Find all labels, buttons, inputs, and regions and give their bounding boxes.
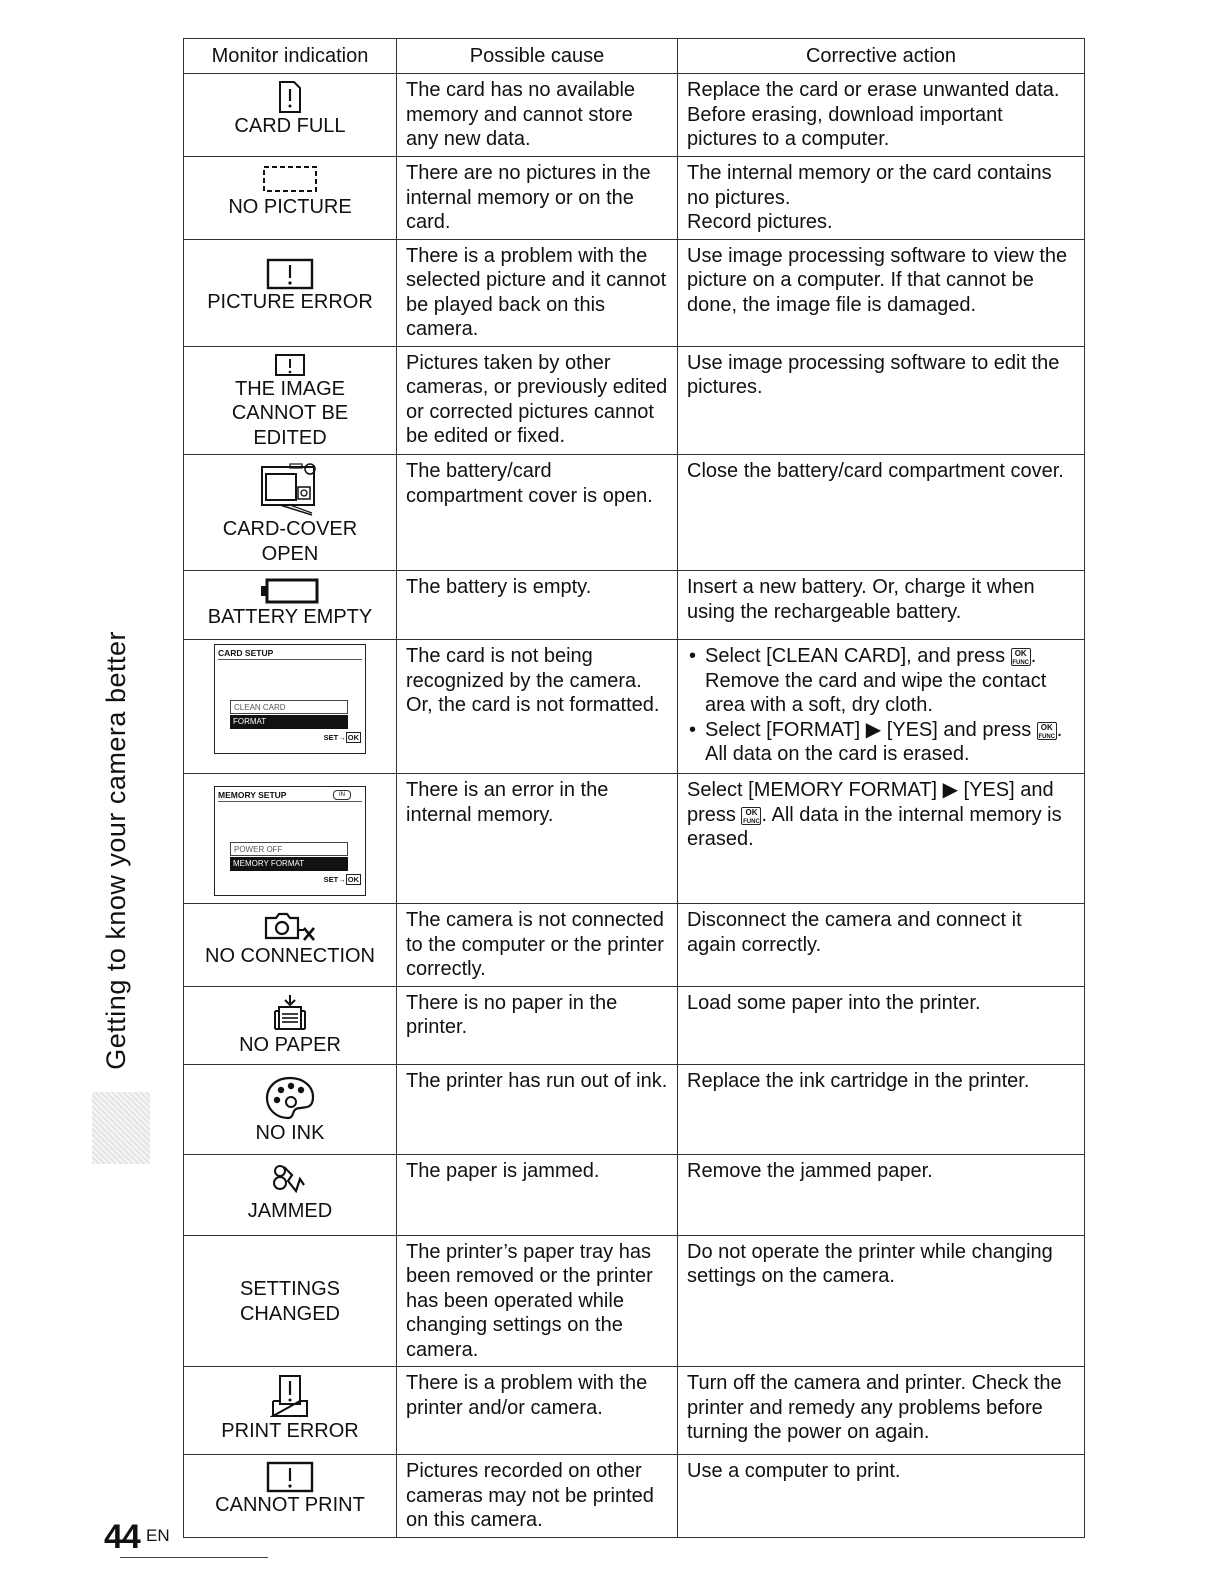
cause-cell: The camera is not connected to the computer or the printer correctly. xyxy=(397,904,678,987)
action-cell: Use image processing software to edit the pictures. xyxy=(678,346,1085,455)
cause-cell: The printer has run out of ink. xyxy=(397,1064,678,1154)
indication-label: BATTERY EMPTY xyxy=(207,606,373,628)
indication-cell xyxy=(184,74,397,157)
bullet-item: • Select [FORMAT] ▶ [YES] and press OK FUNC. All data on the card is erased. xyxy=(687,718,1076,767)
cannot-print-icon xyxy=(266,1461,314,1493)
cause-cell: Pictures taken by other cameras, or previously edited or corrected pictures cannot be edited or fixed. xyxy=(397,346,678,455)
header-action: Corrective action xyxy=(678,39,1085,74)
table-row xyxy=(184,74,1085,157)
screen-set-hint: SET→ OK xyxy=(323,732,359,742)
card-cover-open-icon xyxy=(260,461,320,517)
cause-cell: There is an error in the internal memory. xyxy=(397,774,678,904)
memory-setup-screen xyxy=(214,786,366,896)
jammed-icon xyxy=(270,1161,310,1199)
cause-cell: The card is not being recognized by the camera. Or, the card is not formatted. xyxy=(397,640,678,774)
cause-cell: The battery is empty. xyxy=(397,571,678,640)
no-ink-icon xyxy=(264,1075,316,1121)
action-cell: The internal memory or the card contains no pictures. Record pictures. xyxy=(678,157,1085,240)
page-number: 44 xyxy=(104,1518,140,1556)
cause-cell: The paper is jammed. xyxy=(397,1154,678,1235)
indication-label: CARD FULL xyxy=(234,115,346,137)
screen-option: CLEAN CARD xyxy=(230,700,348,714)
cause-cell: There is a problem with the selected picture and it cannot be played back on this camera. xyxy=(397,239,678,346)
indication-label: PICTURE ERROR xyxy=(207,290,373,313)
internal-memory-icon: IN xyxy=(333,790,351,800)
table-row xyxy=(184,157,1085,240)
header-indication: Monitor indication xyxy=(184,39,397,74)
side-tab-shade xyxy=(92,1092,150,1164)
action-cell: Turn off the camera and printer. Check the printer and remedy any problems before turning the power on again. xyxy=(678,1367,1085,1455)
print-error-icon xyxy=(270,1373,310,1419)
table-row xyxy=(184,455,1085,571)
indication-cell xyxy=(184,346,397,455)
indication-cell xyxy=(184,571,397,640)
cause-cell: The printer’s paper tray has been removed or the printer has been operated while changing settings on the camera. xyxy=(397,1235,678,1367)
action-cell: Insert a new battery. Or, charge it when using the rechargeable battery. xyxy=(678,571,1085,640)
indication-cell xyxy=(184,1154,397,1235)
page-language: EN xyxy=(146,1526,170,1545)
table-row xyxy=(184,1064,1085,1154)
side-tab xyxy=(86,630,146,1070)
indication-cell xyxy=(184,904,397,987)
action-cell: Load some paper into the printer. xyxy=(678,986,1085,1064)
card-setup-screen xyxy=(214,644,366,754)
indication-cell xyxy=(184,455,397,571)
ok-func-icon: OK FUNC xyxy=(743,807,760,825)
indication-cell xyxy=(184,1455,397,1538)
screen-title: CARD SETUP xyxy=(218,648,362,660)
troubleshooting-table xyxy=(183,38,1085,1538)
action-cell: Do not operate the printer while changing settings on the camera. xyxy=(678,1235,1085,1367)
table-row xyxy=(184,1455,1085,1538)
table-row xyxy=(184,1154,1085,1235)
screen-title: MEMORY SETUP xyxy=(218,790,362,802)
table-row xyxy=(184,239,1085,346)
table-header-row xyxy=(184,39,1085,74)
indication-cell xyxy=(184,1064,397,1154)
picture-error-icon xyxy=(266,258,314,290)
no-picture-icon xyxy=(262,163,318,195)
action-cell: Use a computer to print. xyxy=(678,1455,1085,1538)
action-cell: Replace the card or erase unwanted data. Before erasing, download important pictures to a computer. xyxy=(678,74,1085,157)
cause-cell: Pictures recorded on other cameras may not be printed on this camera. xyxy=(397,1455,678,1538)
indication-cell xyxy=(184,1367,397,1455)
indication-label: CARD-COVER OPEN xyxy=(222,518,358,565)
action-cell: Disconnect the camera and connect it again correctly. xyxy=(678,904,1085,987)
cause-cell: There is a problem with the printer and/or camera. xyxy=(397,1367,678,1455)
screen-option-selected: MEMORY FORMAT xyxy=(230,857,348,871)
cause-cell: The card has no available memory and cannot store any new data. xyxy=(397,74,678,157)
image-cannot-edit-icon xyxy=(274,353,306,377)
ok-func-icon: OK FUNC xyxy=(1012,649,1030,666)
indication-cell xyxy=(184,1235,397,1367)
battery-empty-icon xyxy=(259,577,321,605)
indication-cell xyxy=(184,774,397,904)
indication-label: NO PAPER xyxy=(239,1033,341,1056)
footer-rule xyxy=(120,1557,268,1558)
indication-label: PRINT ERROR xyxy=(221,1420,359,1442)
action-cell: Use image processing software to view the picture on a computer. If that cannot be done, the image file is damaged. xyxy=(678,239,1085,346)
cause-cell: There are no pictures in the internal memory or on the card. xyxy=(397,157,678,240)
indication-label: CANNOT PRINT xyxy=(215,1494,365,1516)
header-cause: Possible cause xyxy=(397,39,678,74)
screen-option: POWER OFF xyxy=(230,842,348,856)
table-row xyxy=(184,346,1085,455)
bullet-item: • Select [CLEAN CARD], and press OK FUNC. Remove the card and wipe the contact area with a soft, dry cloth. xyxy=(687,644,1076,718)
action-cell: Replace the ink cartridge in the printer. xyxy=(678,1064,1085,1154)
no-paper-icon xyxy=(273,993,307,1033)
indication-label: SETTINGS CHANGED xyxy=(239,1278,340,1325)
indication-cell xyxy=(184,239,397,346)
table-row xyxy=(184,640,1085,774)
indication-label: THE IMAGE CANNOT BE EDITED xyxy=(231,377,349,449)
table-row xyxy=(184,774,1085,904)
ok-func-icon: OK FUNC xyxy=(1038,722,1056,740)
table-row xyxy=(184,1235,1085,1367)
action-cell: Remove the jammed paper. xyxy=(678,1154,1085,1235)
indication-label: JAMMED xyxy=(247,1199,333,1222)
table-row xyxy=(184,571,1085,640)
no-connection-icon xyxy=(262,910,318,944)
action-cell xyxy=(678,640,1085,774)
screen-option-selected: FORMAT xyxy=(230,715,348,729)
cause-cell: The battery/card compartment cover is open. xyxy=(397,455,678,571)
indication-label: NO INK xyxy=(255,1121,325,1144)
indication-cell xyxy=(184,157,397,240)
indication-cell xyxy=(184,986,397,1064)
action-cell: Close the battery/card compartment cover. xyxy=(678,455,1085,571)
indication-label: NO PICTURE xyxy=(228,196,352,218)
table-row xyxy=(184,986,1085,1064)
table-row xyxy=(184,1367,1085,1455)
table-row xyxy=(184,904,1085,987)
indication-cell xyxy=(184,640,397,774)
cause-cell: There is no paper in the printer. xyxy=(397,986,678,1064)
screen-set-hint: SET→ OK xyxy=(323,874,359,884)
indication-label: NO CONNECTION xyxy=(205,945,375,967)
side-tab-label: Getting to know your camera better xyxy=(100,630,131,1070)
card-full-icon xyxy=(278,80,302,114)
action-cell: Select [MEMORY FORMAT] ▶ [YES] and press OK FUNC. All data in the internal memory is erased. xyxy=(678,774,1085,904)
